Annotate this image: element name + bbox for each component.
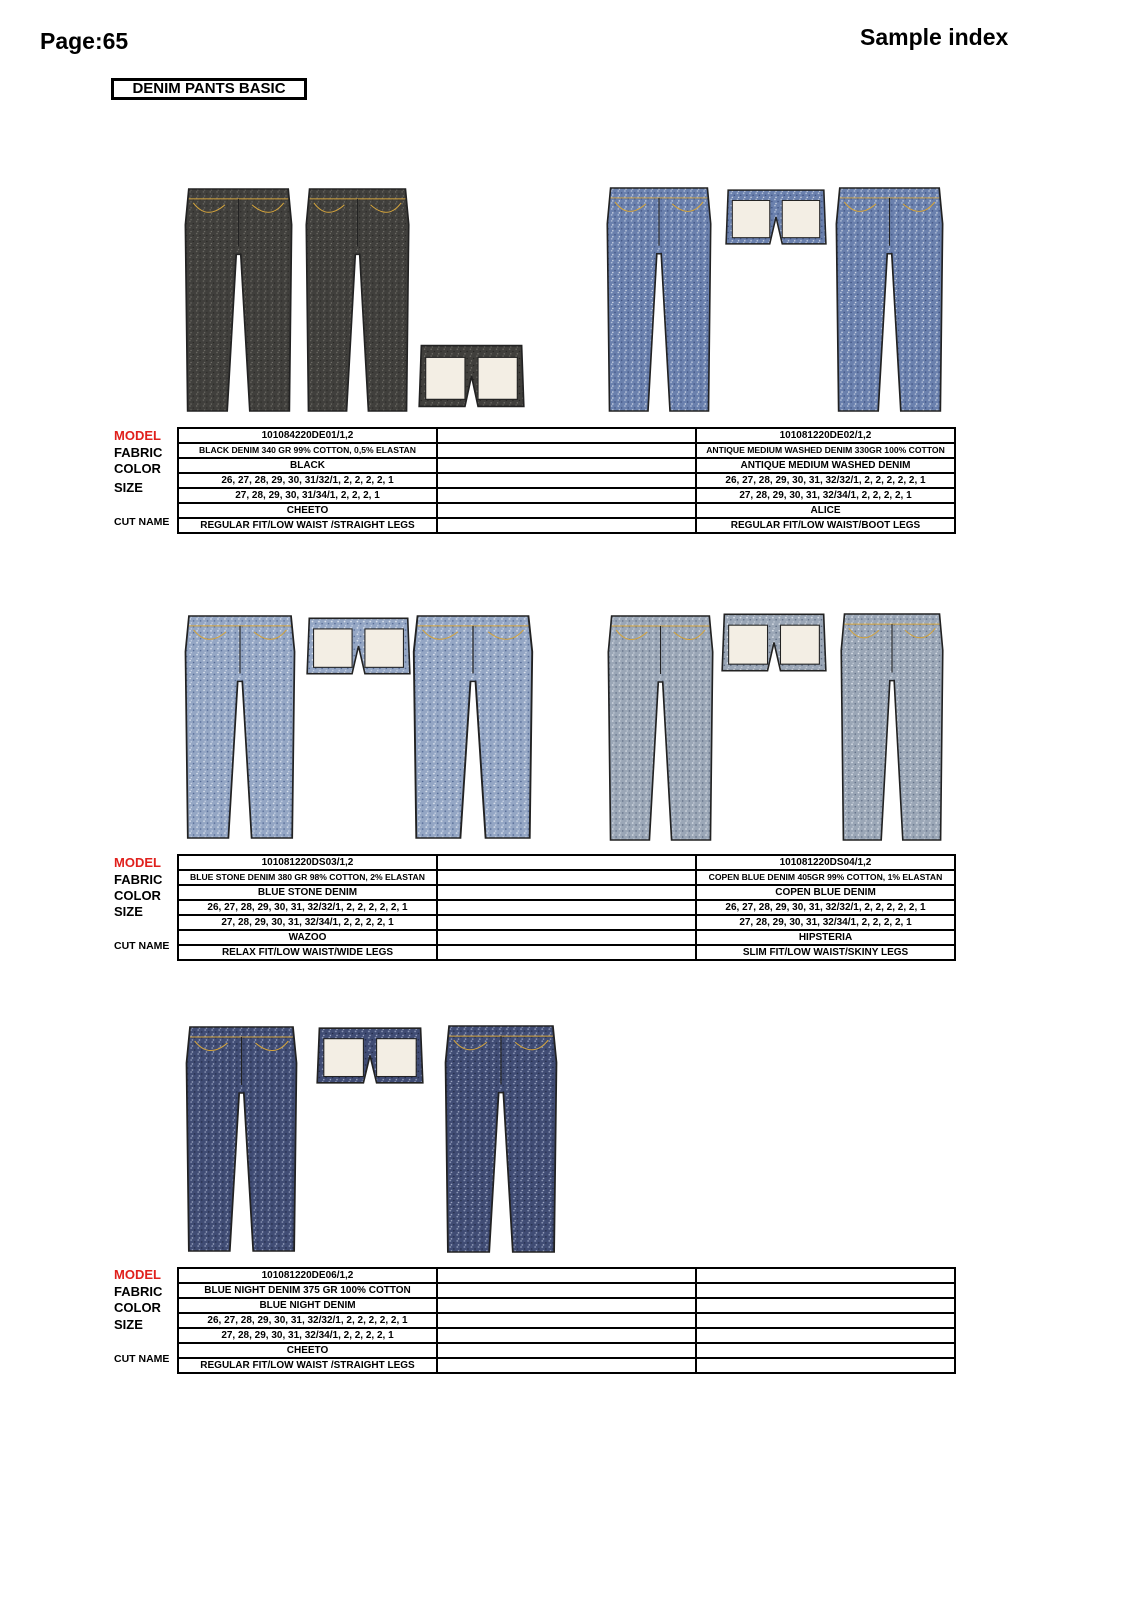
cut-name-cell: HIPSTERIA bbox=[696, 930, 955, 945]
fabric-cell: BLACK DENIM 340 GR 99% COTTON, 0,5% ELASTAN bbox=[178, 443, 437, 458]
fit-row bbox=[178, 1358, 955, 1373]
cut-name-row bbox=[178, 930, 955, 945]
jeans-inside-image bbox=[720, 610, 828, 675]
size-cell: 27, 28, 29, 30, 31, 32/34/1, 2, 2, 2, 2, 1 bbox=[696, 488, 955, 503]
cut-name-row bbox=[178, 1343, 955, 1358]
jeans-inside-image bbox=[724, 186, 828, 248]
size-cell bbox=[437, 488, 696, 503]
color-cell: BLUE STONE DENIM bbox=[178, 885, 437, 900]
size-cell bbox=[696, 1328, 955, 1343]
cut-name-cell: WAZOO bbox=[178, 930, 437, 945]
color-cell: ANTIQUE MEDIUM WASHED DENIM bbox=[696, 458, 955, 473]
jeans-back-image bbox=[303, 185, 412, 413]
model-cell bbox=[437, 855, 696, 870]
fit-cell: RELAX FIT/LOW WAIST/WIDE LEGS bbox=[178, 945, 437, 960]
cut-name-cell bbox=[437, 930, 696, 945]
size-cell bbox=[437, 915, 696, 930]
color-cell bbox=[437, 458, 696, 473]
jeans-back-image bbox=[442, 1022, 560, 1254]
size-cell: 26, 27, 28, 29, 30, 31/32/1, 2, 2, 2, 2, 1 bbox=[178, 473, 437, 488]
color-row bbox=[178, 885, 955, 900]
fit-row bbox=[178, 945, 955, 960]
color-cell: BLACK bbox=[178, 458, 437, 473]
model-cell: 101081220DS03/1,2 bbox=[178, 855, 437, 870]
size-label: SIZE bbox=[114, 480, 143, 495]
model-row bbox=[178, 1268, 955, 1283]
size-cell bbox=[696, 1313, 955, 1328]
size-cell: 26, 27, 28, 29, 30, 31, 32/32/1, 2, 2, 2, 2, 2, 1 bbox=[696, 900, 955, 915]
cut-name-label: CUT NAME bbox=[114, 1353, 170, 1365]
color-cell bbox=[437, 885, 696, 900]
model-cell bbox=[437, 428, 696, 443]
cut-name-cell: CHEETO bbox=[178, 503, 437, 518]
size-row bbox=[178, 900, 955, 915]
fabric-cell: COPEN BLUE DENIM 405GR 99% COTTON, 1% ELASTAN bbox=[696, 870, 955, 885]
fit-cell bbox=[437, 945, 696, 960]
jeans-front-image bbox=[182, 185, 295, 413]
fabric-cell: ANTIQUE MEDIUM WASHED DENIM 330GR 100% COTTON bbox=[696, 443, 955, 458]
cut-name-cell: ALICE bbox=[696, 503, 955, 518]
fit-cell bbox=[437, 518, 696, 533]
fabric-label: FABRIC bbox=[114, 872, 163, 887]
spec-table bbox=[177, 1267, 956, 1374]
color-label: COLOR bbox=[114, 461, 161, 476]
cut-name-row bbox=[178, 503, 955, 518]
fabric-cell: BLUE STONE DENIM 380 GR 98% COTTON, 2% ELASTAN bbox=[178, 870, 437, 885]
fit-cell bbox=[437, 1358, 696, 1373]
jeans-inside-image bbox=[417, 341, 526, 411]
fabric-row bbox=[178, 443, 955, 458]
cut-name-cell bbox=[696, 1343, 955, 1358]
page-number: Page:65 bbox=[40, 28, 129, 54]
size-label: SIZE bbox=[114, 1317, 143, 1332]
jeans-inside-image bbox=[305, 614, 412, 678]
fabric-row bbox=[178, 1283, 955, 1298]
jeans-front-image bbox=[605, 612, 716, 842]
fabric-cell bbox=[437, 443, 696, 458]
color-cell bbox=[696, 1298, 955, 1313]
jeans-back-image bbox=[410, 612, 536, 840]
cut-name-label: CUT NAME bbox=[114, 516, 170, 528]
size-cell bbox=[437, 900, 696, 915]
size-cell: 27, 28, 29, 30, 31, 32/34/1, 2, 2, 2, 2, 1 bbox=[178, 915, 437, 930]
color-label: COLOR bbox=[114, 1300, 161, 1315]
jeans-back-image bbox=[833, 184, 946, 413]
cut-name-cell bbox=[437, 503, 696, 518]
model-cell: 101084220DE01/1,2 bbox=[178, 428, 437, 443]
model-cell: 101081220DS04/1,2 bbox=[696, 855, 955, 870]
fabric-cell bbox=[437, 870, 696, 885]
jeans-front-image bbox=[182, 612, 298, 840]
size-cell bbox=[437, 1328, 696, 1343]
size-row bbox=[178, 473, 955, 488]
size-cell bbox=[437, 473, 696, 488]
size-cell: 26, 27, 28, 29, 30, 31, 32/32/1, 2, 2, 2, 2, 2, 1 bbox=[178, 1313, 437, 1328]
fit-cell: REGULAR FIT/LOW WAIST /STRAIGHT LEGS bbox=[178, 518, 437, 533]
model-cell bbox=[696, 1268, 955, 1283]
size-row bbox=[178, 1328, 955, 1343]
fabric-row bbox=[178, 870, 955, 885]
size-cell bbox=[437, 1313, 696, 1328]
fit-row bbox=[178, 518, 955, 533]
color-cell: BLUE NIGHT DENIM bbox=[178, 1298, 437, 1313]
jeans-inside-image bbox=[315, 1024, 425, 1087]
cut-name-label: CUT NAME bbox=[114, 940, 170, 952]
size-cell: 26, 27, 28, 29, 30, 31, 32/32/1, 2, 2, 2, 2, 2, 1 bbox=[178, 900, 437, 915]
fabric-cell: BLUE NIGHT DENIM 375 GR 100% COTTON bbox=[178, 1283, 437, 1298]
size-row bbox=[178, 1313, 955, 1328]
color-cell: COPEN BLUE DENIM bbox=[696, 885, 955, 900]
model-cell: 101081220DE06/1,2 bbox=[178, 1268, 437, 1283]
model-label: MODEL bbox=[114, 428, 161, 443]
model-cell bbox=[437, 1268, 696, 1283]
fit-cell bbox=[696, 1358, 955, 1373]
fit-cell: REGULAR FIT/LOW WAIST /STRAIGHT LEGS bbox=[178, 1358, 437, 1373]
size-cell: 27, 28, 29, 30, 31/34/1, 2, 2, 2, 1 bbox=[178, 488, 437, 503]
fabric-cell bbox=[696, 1283, 955, 1298]
color-row bbox=[178, 458, 955, 473]
size-cell: 27, 28, 29, 30, 31, 32/34/1, 2, 2, 2, 2, 1 bbox=[178, 1328, 437, 1343]
cut-name-cell bbox=[437, 1343, 696, 1358]
fit-cell: REGULAR FIT/LOW WAIST/BOOT LEGS bbox=[696, 518, 955, 533]
size-cell: 27, 28, 29, 30, 31, 32/34/1, 2, 2, 2, 2, 1 bbox=[696, 915, 955, 930]
size-row bbox=[178, 915, 955, 930]
category-label: DENIM PANTS BASIC bbox=[111, 78, 307, 100]
fabric-label: FABRIC bbox=[114, 1284, 163, 1299]
model-label: MODEL bbox=[114, 1267, 161, 1282]
color-cell bbox=[437, 1298, 696, 1313]
spec-table bbox=[177, 427, 956, 534]
fit-cell: SLIM FIT/LOW WAIST/SKINY LEGS bbox=[696, 945, 955, 960]
size-cell: 26, 27, 28, 29, 30, 31, 32/32/1, 2, 2, 2, 2, 2, 1 bbox=[696, 473, 955, 488]
color-row bbox=[178, 1298, 955, 1313]
size-label: SIZE bbox=[114, 904, 143, 919]
color-label: COLOR bbox=[114, 888, 161, 903]
model-row bbox=[178, 428, 955, 443]
jeans-front-image bbox=[183, 1023, 300, 1253]
document-title: Sample index bbox=[860, 24, 1009, 50]
model-cell: 101081220DE02/1,2 bbox=[696, 428, 955, 443]
model-label: MODEL bbox=[114, 855, 161, 870]
jeans-front-image bbox=[604, 184, 714, 413]
fabric-cell bbox=[437, 1283, 696, 1298]
size-row bbox=[178, 488, 955, 503]
fabric-label: FABRIC bbox=[114, 445, 163, 460]
jeans-back-image bbox=[838, 610, 946, 842]
cut-name-cell: CHEETO bbox=[178, 1343, 437, 1358]
spec-table bbox=[177, 854, 956, 961]
model-row bbox=[178, 855, 955, 870]
